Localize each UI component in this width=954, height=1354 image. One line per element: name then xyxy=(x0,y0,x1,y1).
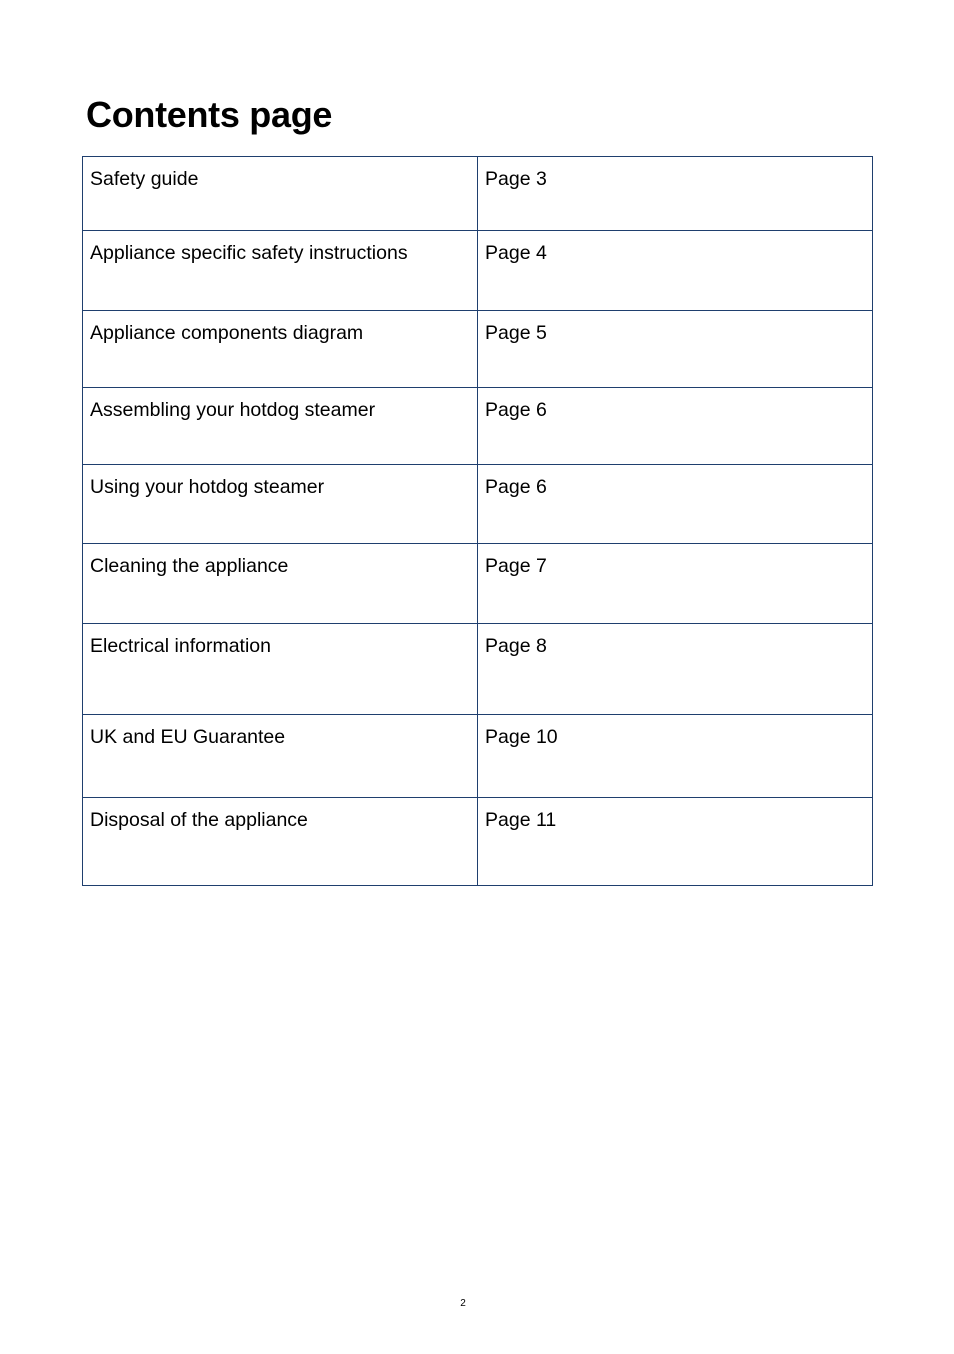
table-row xyxy=(83,388,873,465)
page-reference: Page 11 xyxy=(478,798,873,886)
section-title: UK and EU Guarantee xyxy=(83,715,478,798)
table-row xyxy=(83,544,873,624)
section-title: Cleaning the appliance xyxy=(83,544,478,624)
section-title: Using your hotdog steamer xyxy=(83,465,478,544)
page-title: Contents page xyxy=(86,94,333,135)
page-reference: Page 10 xyxy=(478,715,873,798)
section-title: Safety guide xyxy=(83,157,478,231)
table-row xyxy=(83,798,873,886)
contents-table xyxy=(82,156,873,886)
table-row xyxy=(83,231,873,311)
table-row xyxy=(83,624,873,715)
page-reference: Page 5 xyxy=(478,311,873,388)
table-row xyxy=(83,715,873,798)
page-reference: Page 6 xyxy=(478,388,873,465)
table-row xyxy=(83,465,873,544)
section-title: Appliance components diagram xyxy=(83,311,478,388)
page-reference: Page 7 xyxy=(478,544,873,624)
page-reference: Page 8 xyxy=(478,624,873,715)
page-number: 2 xyxy=(460,1298,466,1309)
section-title: Assembling your hotdog steamer xyxy=(83,388,478,465)
table-row xyxy=(83,311,873,388)
table-row xyxy=(83,157,873,231)
section-title: Appliance specific safety instructions xyxy=(83,231,478,311)
page-reference: Page 4 xyxy=(478,231,873,311)
section-title: Electrical information xyxy=(83,624,478,715)
section-title: Disposal of the appliance xyxy=(83,798,478,886)
page-reference: Page 6 xyxy=(478,465,873,544)
page-reference: Page 3 xyxy=(478,157,873,231)
